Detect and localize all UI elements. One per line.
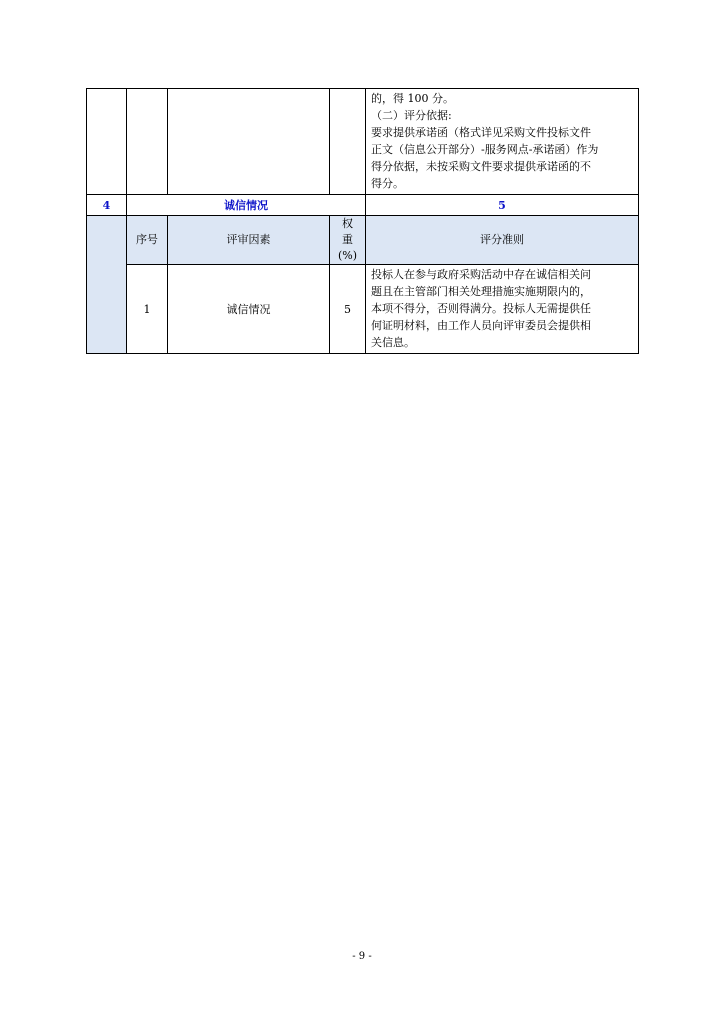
criteria-line: 题且在主管部门相关处理措施实施期限内的， — [371, 285, 591, 298]
continuation-cell-3 — [168, 89, 330, 195]
header-weight-line: 重 — [342, 233, 353, 246]
row-factor: 诚信情况 — [168, 265, 330, 354]
header-weight — [330, 216, 366, 265]
header-factor: 评审因素 — [168, 216, 330, 265]
criteria-line: 投标人在参与政府采购活动中存在诚信相关问 — [371, 268, 591, 281]
continuation-cell-4 — [330, 89, 366, 195]
section-row — [87, 195, 639, 216]
continuation-criteria — [366, 89, 639, 195]
section-title: 诚信情况 — [127, 195, 366, 216]
header-criteria: 评分准则 — [366, 216, 639, 265]
table-row — [87, 265, 639, 354]
table-header-row — [87, 216, 639, 265]
criteria-line: 得分。 — [371, 177, 404, 190]
header-weight-line: 权 — [342, 217, 353, 230]
header-seq: 序号 — [127, 216, 168, 265]
scoring-table — [86, 88, 639, 354]
criteria-line: 得分依据，未按采购文件要求提供承诺函的不 — [371, 160, 591, 173]
criteria-line: 关信息。 — [371, 336, 415, 349]
criteria-line: 本项不得分，否则得满分。投标人无需提供任 — [371, 302, 591, 315]
continuation-row — [87, 89, 639, 195]
page-number: - 9 - — [352, 951, 372, 962]
continuation-cell-1 — [87, 89, 127, 195]
criteria-line: 要求提供承诺函（格式详见采购文件投标文件 — [371, 126, 591, 139]
criteria-line: （二）评分依据: — [371, 109, 452, 122]
continuation-cell-2 — [127, 89, 168, 195]
criteria-line: 何证明材料，由工作人员向评审委员会提供相 — [371, 319, 591, 332]
header-weight-line: (%) — [337, 249, 358, 262]
criteria-line: 的，得 100 分。 — [371, 92, 454, 105]
row-seq: 1 — [127, 265, 168, 354]
row-weight: 5 — [330, 265, 366, 354]
section-number: 4 — [87, 195, 127, 216]
section-side-cell — [87, 216, 127, 354]
criteria-line: 正文（信息公开部分）-服务网点-承诺函）作为 — [371, 143, 599, 156]
section-score: 5 — [366, 195, 639, 216]
row-criteria — [366, 265, 639, 354]
